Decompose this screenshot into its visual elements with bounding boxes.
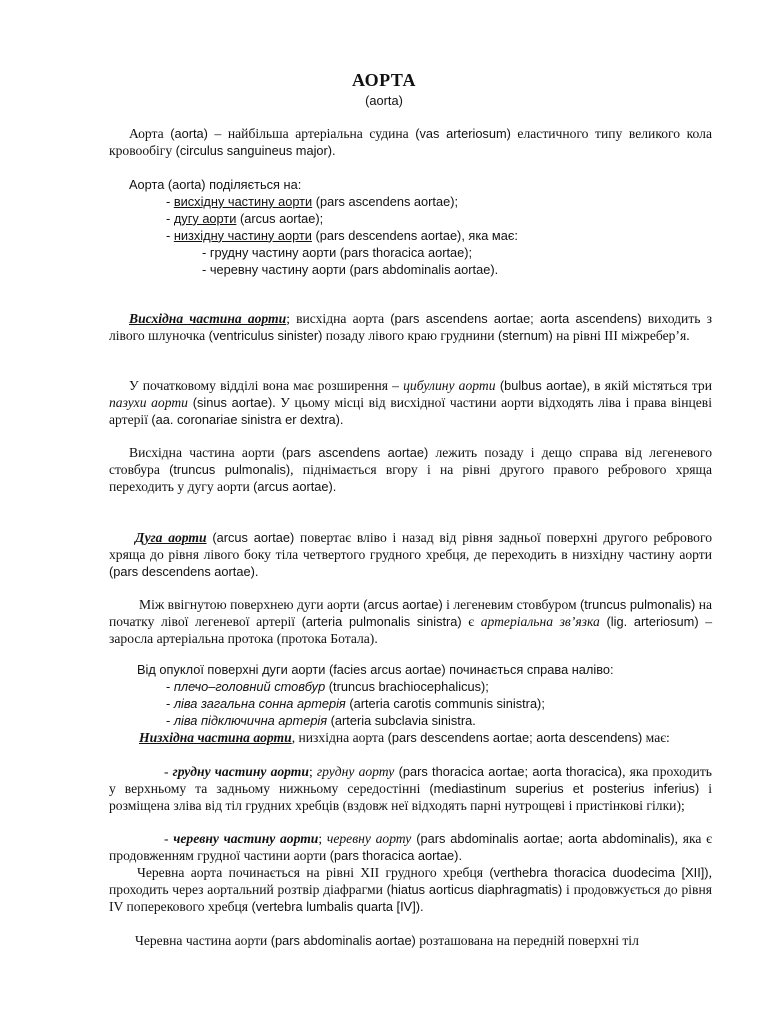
arch-paragraph-1: Дуга аорти (arcus aortae) повертає вліво і назад від рівня задньої поверхні другого ребрового хряща до рівня лівого боку тіла четвертого грудного хребця, де переходить в низхідну частину аорти (pars descendens aortae). <box>109 530 713 579</box>
arch-branches-lead: Від опуклої поверхні дуги аорти (facies arcus aortae) починається справа наліво: <box>137 662 614 677</box>
intro-paragraph: Аорта (aorta) – найбільша артеріальна судина (vas arteriosum) еластичного типу великого кола кровообігу (circulus sanguineus major). <box>109 126 712 158</box>
division-item-arch: - дугу аорти (arcus aortae); <box>166 210 324 226</box>
descending-heading: Низхідна частина аорти <box>139 730 292 745</box>
division-item-ascending: - висхідну частину аорти (pars ascendens aortae); <box>166 193 459 209</box>
division-lead: Аорта (aorta) поділяється на: <box>129 177 302 192</box>
descending-paragraph-3: Черевна частина аорти (pars abdominalis aortae) розташована на передній поверхні тіл <box>135 933 639 948</box>
arch-paragraph-2: Між ввігнутою поверхнею дуги аорти (arcus aortae) і легеневим стовбуром (truncus pulmonalis) на початку лівої легеневої артерії (arteria pulmonalis sinistra) є артеріальна зв’язка (lig. arteriosum) – заросла артеріальна протока (протока Ботала). <box>109 597 713 646</box>
ascending-paragraph-1: Висхідна частина аорти; висхідна аорта (pars ascendens aortae; aorta ascendens) виходить з лівого шлуночка (ventriculus sinister) позаду лівого краю груднини (sternum) на рівні ІІІ міжребер’я. <box>109 311 712 343</box>
branch-left-carotid: - ліва загальна сонна артерія (arteria carotis communis sinistra); <box>166 695 545 711</box>
descending-paragraph-1: Низхідна частина аорти, низхідна аорта (pars descendens aortae; aorta descendens) має: <box>139 730 670 745</box>
page-title: АОРТА <box>352 70 416 90</box>
ascending-heading: Висхідна частина аорти <box>129 311 287 326</box>
division-subitem-abdominal: - черевну частину аорти (pars abdominalis aortae). <box>202 261 499 277</box>
descending-thoracic-item: - грудну частину аорти; грудну аорту (pars thoracica aortae; aorta thoracica), яка проходить у верхньому та задньому нижньому середостінні (mediastinum superius et posterius inferius) і розміщена зліва від тіл грудних хребців (вздовж неї відходять парні нутрощеві і пристінкові гілки); <box>109 764 712 813</box>
division-subitem-thoracic: - грудну частину аорти (pars thoracica aortae); <box>202 244 473 260</box>
ascending-paragraph-2: У початковому відділі вона має розширення – цибулину аорти (bulbus aortae), в якій містяться три пазухи аорти (sinus aortae). У цьому місці від висхідної частини аорти відходять ліва і права вінцеві артерії (aa. coronariae sinistra er dextra). <box>109 378 713 427</box>
division-item-descending: - низхідну частину аорти (pars descendens aortae), яка має: <box>166 227 518 243</box>
division-list <box>109 177 712 278</box>
branch-left-subclavian: - ліва підключична артерія (arteria subclavia sinistra. <box>166 712 476 728</box>
page-subtitle: (aorta) <box>365 93 403 108</box>
branch-brachiocephalic: - плечо–головний стовбур (truncus brachiocephalicus); <box>166 678 489 694</box>
descending-abdominal-item: - черевну частину аорти; черевну аорту (pars abdominalis aortae; aorta abdominalis), яка є продовженням грудної частини аорти (pars thoracica aortae). <box>109 831 713 863</box>
ascending-paragraph-3: Висхідна частина аорти (pars ascendens aortae) лежить позаду і дещо справа від легеневого стовбура (truncus pulmonalis), піднімається вгору і на рівні другого правого ребрового хряща переходить у дугу аорти (arcus aortae). <box>109 445 712 494</box>
arch-branches-list <box>109 662 712 730</box>
arch-heading: Дуга аорти <box>135 530 207 545</box>
descending-paragraph-2: Черевна аорта починається на рівні XII грудного хребця (verthebra thoracica duodecima [XII]), проходить через аортальний розтвір діафрагми (hiatus aorticus diaphragmatis) і продовжується до рівня IV поперекового хребця (vertebra lumbalis quarta [IV]). <box>109 865 712 914</box>
